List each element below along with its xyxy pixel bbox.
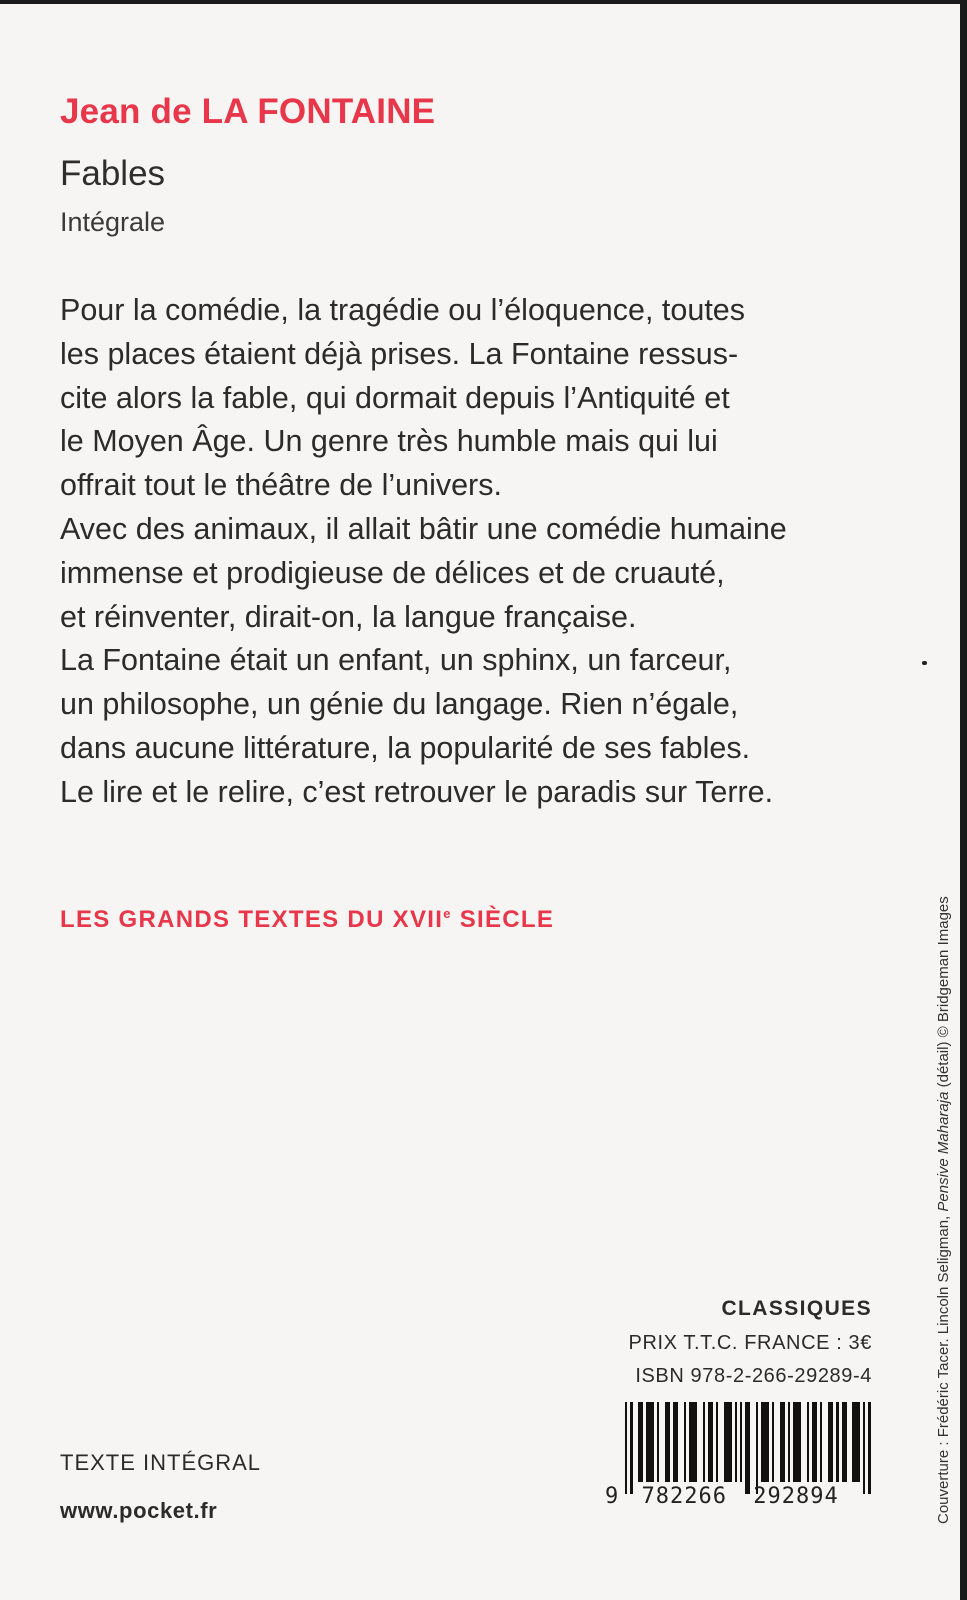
blurb-line: offrait tout le théâtre de l’univers.: [60, 468, 502, 503]
book-title: Fables: [60, 154, 166, 193]
barcode-bar: [735, 1402, 737, 1482]
barcode-bar: [716, 1402, 718, 1482]
website-link[interactable]: www.pocket.fr: [60, 1498, 218, 1523]
barcode-bar: [868, 1402, 870, 1494]
barcode-bar: [842, 1402, 847, 1482]
barcode-bar: [807, 1402, 809, 1482]
blurb-line: Avec des animaux, il allait bâtir une comédie humaine: [60, 511, 787, 546]
barcode-bar: [745, 1402, 750, 1494]
series-superscript: e: [443, 906, 452, 921]
credit-artwork: Pensive Maharaja: [935, 1091, 952, 1212]
credit-prefix: Couverture : Frédéric Tacer. Lincoln Seligman,: [935, 1211, 952, 1524]
blurb-line: les places étaient déjà prises. La Fontaine ressus-: [60, 336, 739, 371]
price-label: PRIX T.T.C. FRANCE : 3€: [628, 1332, 872, 1354]
barcode-digits: [605, 1484, 875, 1509]
barcode-left-group: 782266: [641, 1484, 727, 1509]
barcode-bar: [863, 1402, 865, 1494]
cover-credit: [935, 896, 952, 1524]
barcode-bar: [761, 1402, 769, 1482]
barcode-bar: [780, 1402, 785, 1482]
blurb-line: dans aucune littérature, la popularité de ses fables.: [60, 730, 751, 765]
blurb-line: immense et prodigieuse de délices et de cruauté,: [60, 555, 725, 590]
barcode-bar: [630, 1402, 632, 1494]
book-subtitle: Intégrale: [60, 207, 166, 237]
barcode-bar: [828, 1402, 833, 1482]
blurb-line: un philosophe, un génie du langage. Rien n’égale,: [60, 687, 739, 722]
barcode-bar: [625, 1402, 627, 1494]
barcode-bar: [836, 1402, 838, 1482]
ink-speck: [922, 661, 927, 665]
barcode-bar: [703, 1402, 705, 1482]
blurb-line: Le lire et le relire, c’est retrouver le paradis sur Terre.: [60, 774, 774, 809]
collection-label: CLASSIQUES: [721, 1297, 872, 1320]
series-prefix: LES GRANDS TEXTES DU XVII: [60, 906, 444, 933]
barcode-right-group: 292894: [753, 1484, 839, 1509]
barcode-bars: [625, 1402, 871, 1482]
barcode: [605, 1402, 875, 1509]
barcode-first-digit: 9: [605, 1484, 620, 1509]
barcode-bar: [793, 1402, 801, 1482]
barcode-bar: [657, 1402, 659, 1482]
barcode-bar: [638, 1402, 643, 1482]
texte-integral-label: TEXTE INTÉGRAL: [60, 1450, 262, 1475]
book-back-cover: [0, 4, 960, 1600]
barcode-bar: [812, 1402, 817, 1482]
barcode-bar: [724, 1402, 732, 1482]
credit-suffix: (détail) © Bridgeman Images: [935, 896, 952, 1092]
barcode-bar: [665, 1402, 670, 1482]
blurb: [60, 289, 880, 815]
barcode-bar: [772, 1402, 774, 1482]
author-name: Jean de LA FONTAINE: [60, 92, 436, 131]
barcode-bar: [673, 1402, 678, 1482]
series-suffix: SIÈCLE: [451, 906, 555, 933]
barcode-bar: [820, 1402, 822, 1482]
blurb-line: Pour la comédie, la tragédie ou l’éloquence, toutes: [60, 293, 745, 327]
barcode-bar: [684, 1402, 686, 1482]
barcode-bar: [740, 1402, 742, 1482]
blurb-line: le Moyen Âge. Un genre très humble mais qui lui: [60, 424, 718, 459]
barcode-bar: [708, 1402, 713, 1482]
barcode-bar: [646, 1402, 654, 1482]
barcode-bar: [788, 1402, 790, 1482]
barcode-bar: [852, 1402, 860, 1482]
blurb-line: La Fontaine était un enfant, un sphinx, un farceur,: [60, 643, 732, 678]
blurb-line: et réinventer, dirait-on, la langue française.: [60, 599, 637, 634]
isbn-label: ISBN 978-2-266-29289-4: [635, 1365, 872, 1387]
series-label: [60, 906, 554, 934]
blurb-line: cite alors la fable, qui dormait depuis l’Antiquité et: [60, 380, 730, 415]
barcode-bar: [756, 1402, 758, 1494]
barcode-bar: [689, 1402, 697, 1482]
